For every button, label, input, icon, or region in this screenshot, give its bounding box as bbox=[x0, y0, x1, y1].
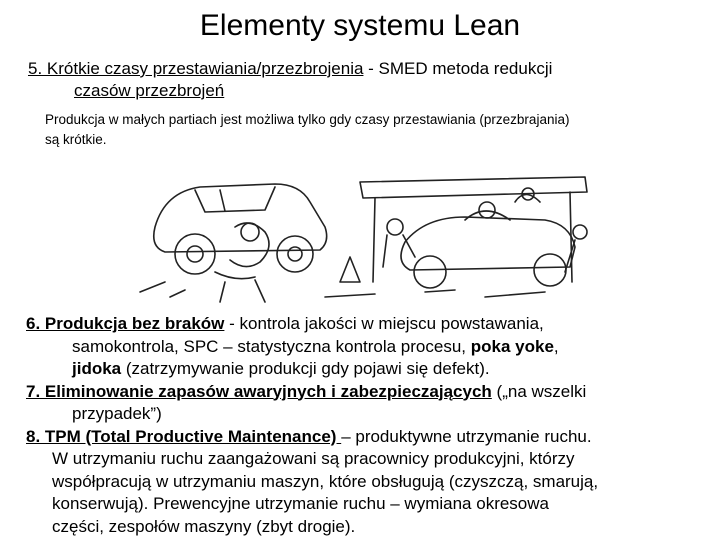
section-6-line2: samokontrola, SPC – statystyczna kontrola procesu, poka yoke, bbox=[72, 336, 559, 356]
section-6 bbox=[26, 313, 716, 381]
section-8-text: – produktywne utrzymanie ruchu. bbox=[341, 426, 592, 446]
section-7-heading: 7. Eliminowanie zapasów awaryjnych i zabezpieczających bbox=[26, 381, 492, 401]
lean-elements-list bbox=[26, 313, 716, 538]
section-8-line5: części, zespołów maszyny (zbyt drogie). bbox=[52, 516, 356, 536]
section-5-heading: 5. Krótkie czasy przestawiania/przezbrojenia bbox=[28, 59, 364, 78]
section-6-heading: 6. Produkcja bez braków bbox=[26, 314, 225, 333]
section-7-line2: przypadek”) bbox=[72, 404, 162, 423]
section-8-heading: 8. TPM (Total Productive Maintenance) bbox=[26, 426, 342, 446]
section-5-note-line2: są krótkie. bbox=[45, 132, 107, 147]
section-7 bbox=[26, 381, 716, 426]
section-5-note-line1: Produkcja w małych partiach jest możliwa tylko gdy czasy przestawiania (przezbrajania) bbox=[45, 112, 570, 127]
section-8-line2: W utrzymaniu ruchu zaangażowani są pracownicy produkcyjni, którzy bbox=[52, 449, 575, 468]
section-5 bbox=[28, 58, 708, 102]
section-8-line3: współpracują w utrzymaniu maszyn, które obsługują (czyszczą, smarują, bbox=[52, 471, 599, 491]
section-5-heading-cont: czasów przezbrojeń bbox=[74, 81, 225, 100]
smed-cartoon-illustration bbox=[125, 132, 595, 312]
section-8-line4: konserwują). Prewencyjne utrzymanie ruchu – wymiana okresowa bbox=[52, 494, 549, 513]
section-7-text: („na wszelki bbox=[491, 381, 587, 401]
section-6-line3: jidoka (zatrzymywanie produkcji gdy pojawi się defekt). bbox=[72, 359, 490, 378]
section-5-text: - SMED metoda redukcji bbox=[363, 59, 553, 78]
section-6-text: - kontrola jakości w miejscu powstawania, bbox=[224, 314, 544, 333]
page-title: Elementy systemu Lean bbox=[199, 9, 521, 42]
section-8 bbox=[26, 426, 716, 539]
